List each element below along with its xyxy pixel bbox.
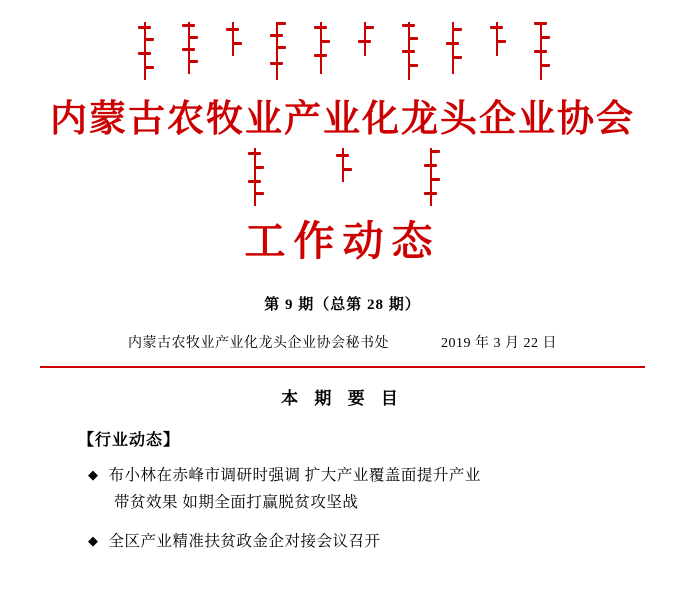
mongolian-glyph (424, 148, 438, 206)
mongolian-glyph (248, 148, 262, 206)
mongolian-header-second (0, 142, 685, 202)
masthead-meta (0, 332, 685, 352)
mongolian-glyph (336, 148, 350, 182)
toc-title: 本 期 要 目 (281, 389, 404, 408)
mongolian-glyph (402, 22, 416, 80)
toc-entry[interactable] (88, 462, 685, 516)
toc-entry-line1: 布小林在赤峰市调研时强调 扩大产业覆盖面提升产业 (108, 467, 481, 484)
bulletin-title: 工作动态 (244, 218, 441, 264)
mongolian-glyph (270, 22, 284, 80)
mongolian-glyph (182, 22, 196, 74)
diamond-bullet-icon: ◆ (88, 533, 99, 549)
publisher-name: 内蒙古农牧业产业化龙头企业协会秘书处 (128, 336, 389, 351)
mongolian-glyph (138, 22, 152, 80)
mongolian-glyph (446, 22, 460, 74)
red-divider (40, 366, 645, 368)
mongolian-glyph (358, 22, 372, 56)
mongolian-glyph (534, 22, 548, 80)
mongolian-glyph (226, 22, 240, 56)
issue-number: 第 9 期（总第 28 期） (264, 297, 421, 313)
association-title: 内蒙古农牧业产业化龙头企业协会 (50, 98, 635, 139)
toc-entry-line1: 全区产业精准扶贫政金企对接会议召开 (108, 533, 381, 551)
mongolian-header-top (0, 0, 685, 84)
section-heading-industry-news: 【行业动态】 (78, 432, 181, 449)
toc-entry-line2: 带贫效果 如期全面打赢脱贫攻坚战 (114, 494, 359, 512)
toc-entry[interactable] (88, 528, 685, 555)
publish-date: 2019 年 3 月 22 日 (441, 336, 557, 351)
mongolian-glyph (490, 22, 504, 56)
mongolian-glyph (314, 22, 328, 74)
diamond-bullet-icon: ◆ (88, 467, 99, 482)
